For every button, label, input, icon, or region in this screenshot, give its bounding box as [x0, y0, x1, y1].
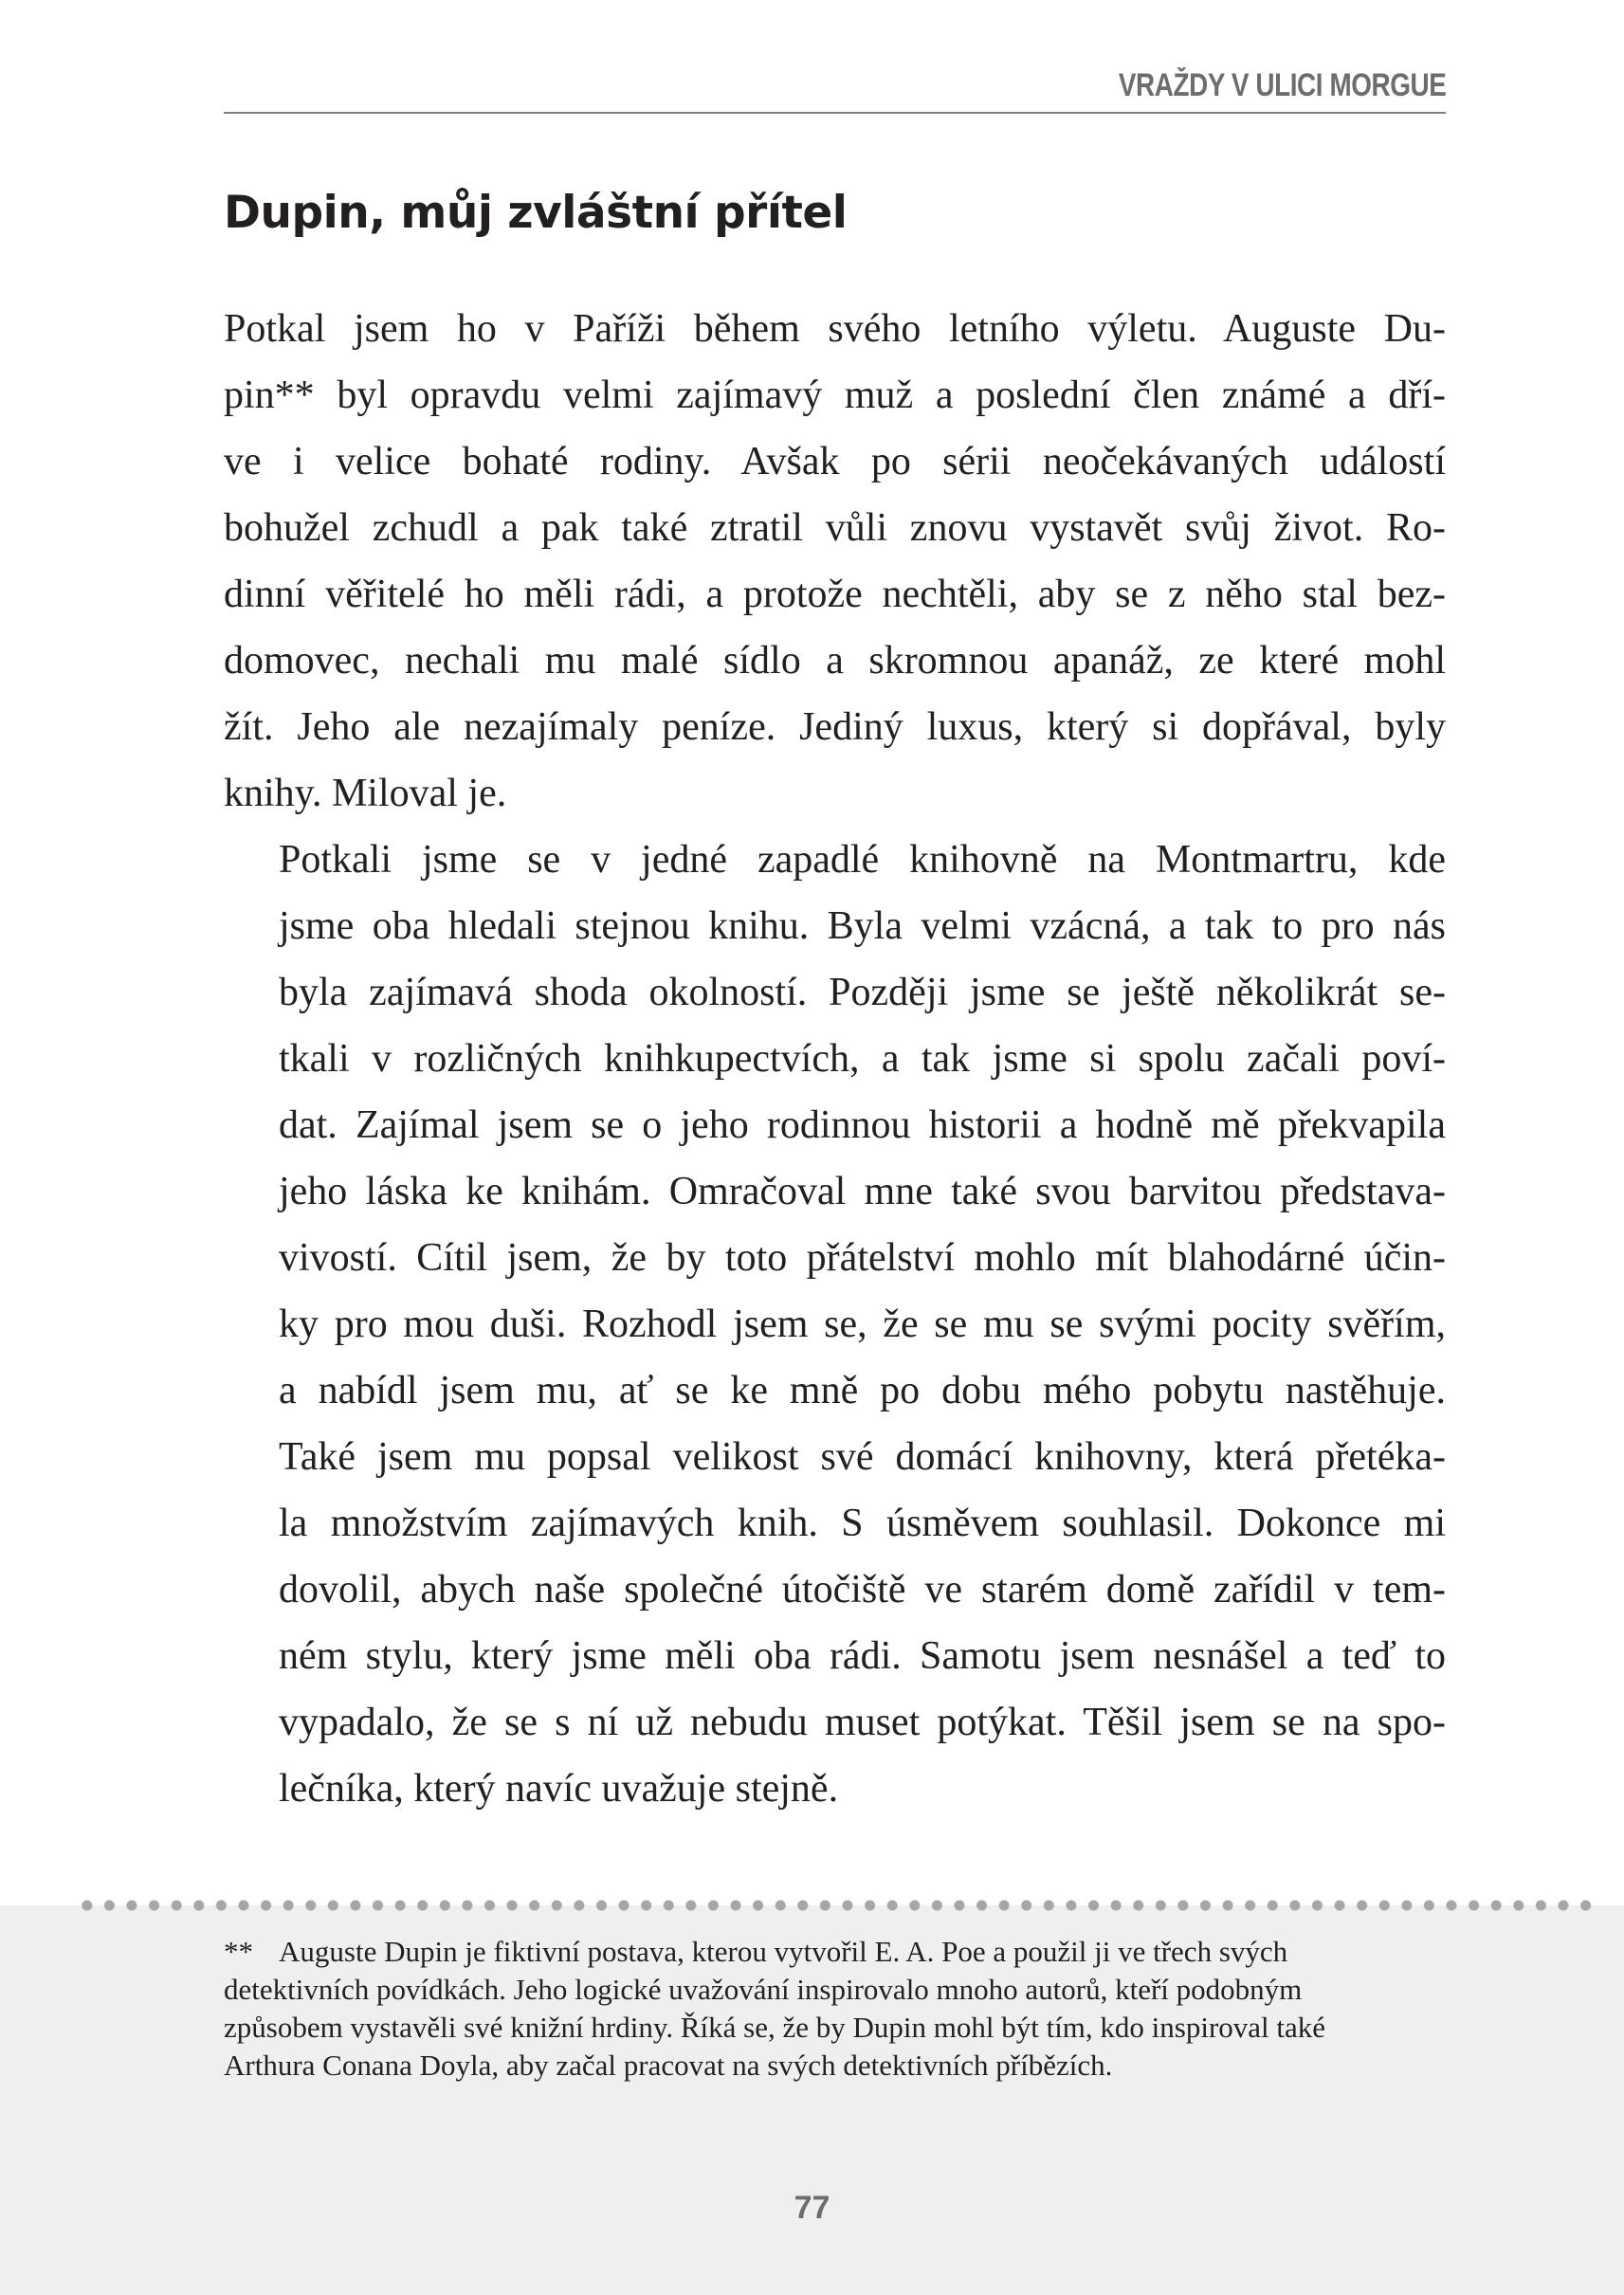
text-line: byla zajímavá shoda okolností. Později jsme se ještě několikrát se- [279, 971, 1446, 1014]
text-line: a nabídl jsem mu, ať se ke mně po dobu mého pobytu nastěhuje. [279, 1369, 1446, 1412]
text-line: la množstvím zajímavých knih. S úsměvem souhlasil. Dokonce mi [279, 1502, 1446, 1545]
text-line: knihy. Miloval je. [224, 772, 507, 815]
text-line: vypadalo, že se s ní už nebudu muset potýkat. Těšil jsem se na spo- [279, 1701, 1446, 1744]
text-line: pin** byl opravdu velmi zajímavý muž a poslední člen známé a dří- [224, 373, 1446, 417]
text-line: vivostí. Cítil jsem, že by toto přátelství mohlo mít blahodárné účin- [279, 1236, 1446, 1280]
text-line: jeho láska ke knihám. Omračoval mne také svou barvitou představa- [279, 1170, 1446, 1213]
text-line: žít. Jeho ale nezajímaly peníze. Jediný luxus, který si dopřával, byly [224, 705, 1446, 749]
text-line: Potkal jsem ho v Paříži během svého letního výletu. Auguste Du- [224, 307, 1446, 351]
dotted-separator [76, 1897, 1593, 1914]
text-line: bohužel zchudl a pak také ztratil vůli znovu vystavět svůj život. Ro- [224, 506, 1446, 550]
text-line: domovec, nechali mu malé sídlo a skromnou apanáž, ze které mohl [224, 639, 1446, 683]
paragraph [224, 827, 1446, 1822]
running-header-text: VRAŽDY V ULICI MORGUE [1118, 67, 1446, 103]
text-line: dovolil, abych naše společné útočiště ve starém domě zařídil v tem- [279, 1568, 1446, 1612]
footnote-marker: ** [224, 1935, 253, 1968]
text-line: dinní věřitelé ho měli rádi, a protože nechtěli, aby se z něho stal bez- [224, 573, 1446, 616]
chapter-title: Dupin, můj zvláštní přítel [224, 187, 848, 239]
footnote-line [224, 1933, 1446, 1971]
page-number: 77 [794, 2190, 830, 2226]
footnote-line: Arthura Conana Doyla, aby začal pracovat na svých detektivních příbězích. [224, 2049, 1113, 2082]
text-line: Potkali jsme se v jedné zapadlé knihovně na Montmartru, kde [279, 838, 1446, 882]
footnote-line: detektivních povídkách. Jeho logické uvažování inspirovalo mnoho autorů, kteří podobným [224, 1973, 1303, 2006]
paragraph [224, 296, 1446, 827]
footnote-area [0, 1905, 1624, 2295]
footnote [224, 1933, 1446, 2085]
text-line: Také jsem mu popsal velikost své domácí knihovny, která přetéka- [279, 1435, 1446, 1479]
text-line: ve i velice bohaté rodiny. Avšak po sérii neočekávaných událostí [224, 440, 1446, 483]
text-line: jsme oba hledali stejnou knihu. Byla velmi vzácná, a tak to pro nás [279, 904, 1446, 948]
text-line: dat. Zajímal jsem se o jeho rodinnou historii a hodně mě překvapila [279, 1103, 1446, 1147]
text-line: lečníka, který navíc uvažuje stejně. [279, 1767, 839, 1811]
footnote-line: způsobem vystavěli své knižní hrdiny. Říká se, že by Dupin mohl být tím, kdo inspiroval také [224, 2011, 1326, 2044]
text-line: ném stylu, který jsme měli oba rádi. Samotu jsem nesnášel a teď to [279, 1634, 1446, 1678]
text-line: tkali v rozličných knihkupectvích, a tak jsme si spolu začali poví- [279, 1037, 1446, 1081]
running-header [224, 59, 1446, 114]
body-text [224, 296, 1446, 1822]
footnote-text: Auguste Dupin je fiktivní postava, kterou vytvořil E. A. Poe a použil ji ve třech svých [279, 1935, 1288, 1968]
text-line: ky pro mou duši. Rozhodl jsem se, že se mu se svými pocity svěřím, [279, 1302, 1446, 1346]
